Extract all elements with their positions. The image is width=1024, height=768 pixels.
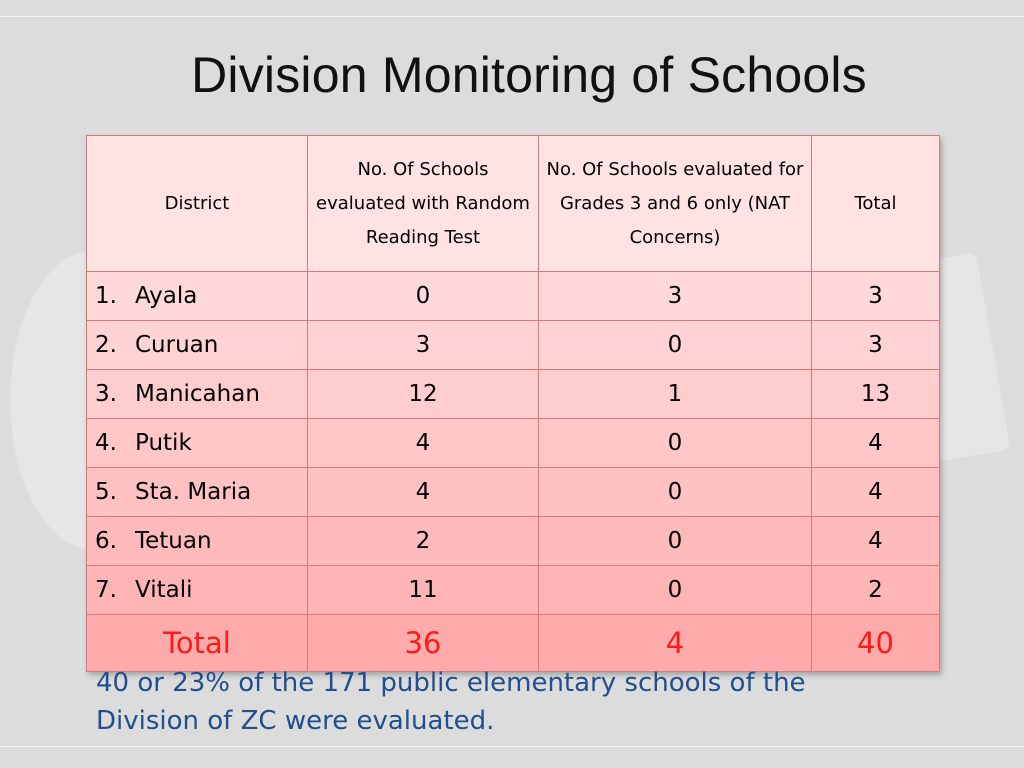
table-row [87,566,940,615]
header-district: District [87,136,308,272]
district-cell [87,272,308,321]
total-cell: 4 [812,419,940,468]
district-cell [87,419,308,468]
table-row [87,272,940,321]
header-random-reading: No. Of Schools evaluated with Random Reading Test [308,136,539,272]
district-number: 1. [95,283,117,309]
district-number: 3. [95,381,117,407]
district-cell [87,321,308,370]
total-total: 40 [812,615,940,672]
district-number: 7. [95,577,117,603]
table-row [87,419,940,468]
district-name: Ayala [135,283,198,309]
grades-3-6-cell: 0 [539,419,812,468]
header-total: Total [812,136,940,272]
district-name: Tetuan [135,528,212,554]
header-grades-3-6: No. Of Schools evaluated for Grades 3 and 6 only (NAT Concerns) [539,136,812,272]
total-cell: 2 [812,566,940,615]
district-cell [87,370,308,419]
district-number: 5. [95,479,117,505]
district-number: 2. [95,332,117,358]
total-cell: 3 [812,272,940,321]
total-cell: 4 [812,517,940,566]
grades-3-6-cell: 0 [539,468,812,517]
grades-3-6-cell: 0 [539,566,812,615]
district-name: Curuan [135,332,219,358]
random-reading-cell: 11 [308,566,539,615]
grades-3-6-cell: 1 [539,370,812,419]
grades-3-6-cell: 3 [539,272,812,321]
district-number: 4. [95,430,117,456]
district-cell [87,517,308,566]
district-name: Putik [135,430,192,456]
district-cell [87,468,308,517]
bottom-divider [0,746,1024,747]
random-reading-cell: 4 [308,468,539,517]
total-cell: 4 [812,468,940,517]
random-reading-cell: 3 [308,321,539,370]
total-label: Total [87,615,308,672]
random-reading-cell: 2 [308,517,539,566]
grades-3-6-cell: 0 [539,321,812,370]
top-divider [0,16,1024,17]
random-reading-cell: 12 [308,370,539,419]
district-number: 6. [95,528,117,554]
table-body [87,272,940,615]
total-cell: 13 [812,370,940,419]
schools-table [86,135,940,672]
table-row [87,321,940,370]
district-name: Manicahan [135,381,260,407]
slide-title: Division Monitoring of Schools [191,47,867,103]
summary-note: 40 or 23% of the 171 public elementary schools of the Division of ZC were evaluated. [96,668,806,736]
grades-3-6-cell: 0 [539,517,812,566]
table-header-row [87,136,940,272]
district-name: Sta. Maria [135,479,252,505]
total-random-reading: 36 [308,615,539,672]
district-name: Vitali [135,577,193,603]
table-row [87,370,940,419]
district-cell [87,566,308,615]
total-cell: 3 [812,321,940,370]
random-reading-cell: 4 [308,419,539,468]
table-row [87,468,940,517]
table-total-row [87,615,940,672]
table-row [87,517,940,566]
random-reading-cell: 0 [308,272,539,321]
total-grades-3-6: 4 [539,615,812,672]
